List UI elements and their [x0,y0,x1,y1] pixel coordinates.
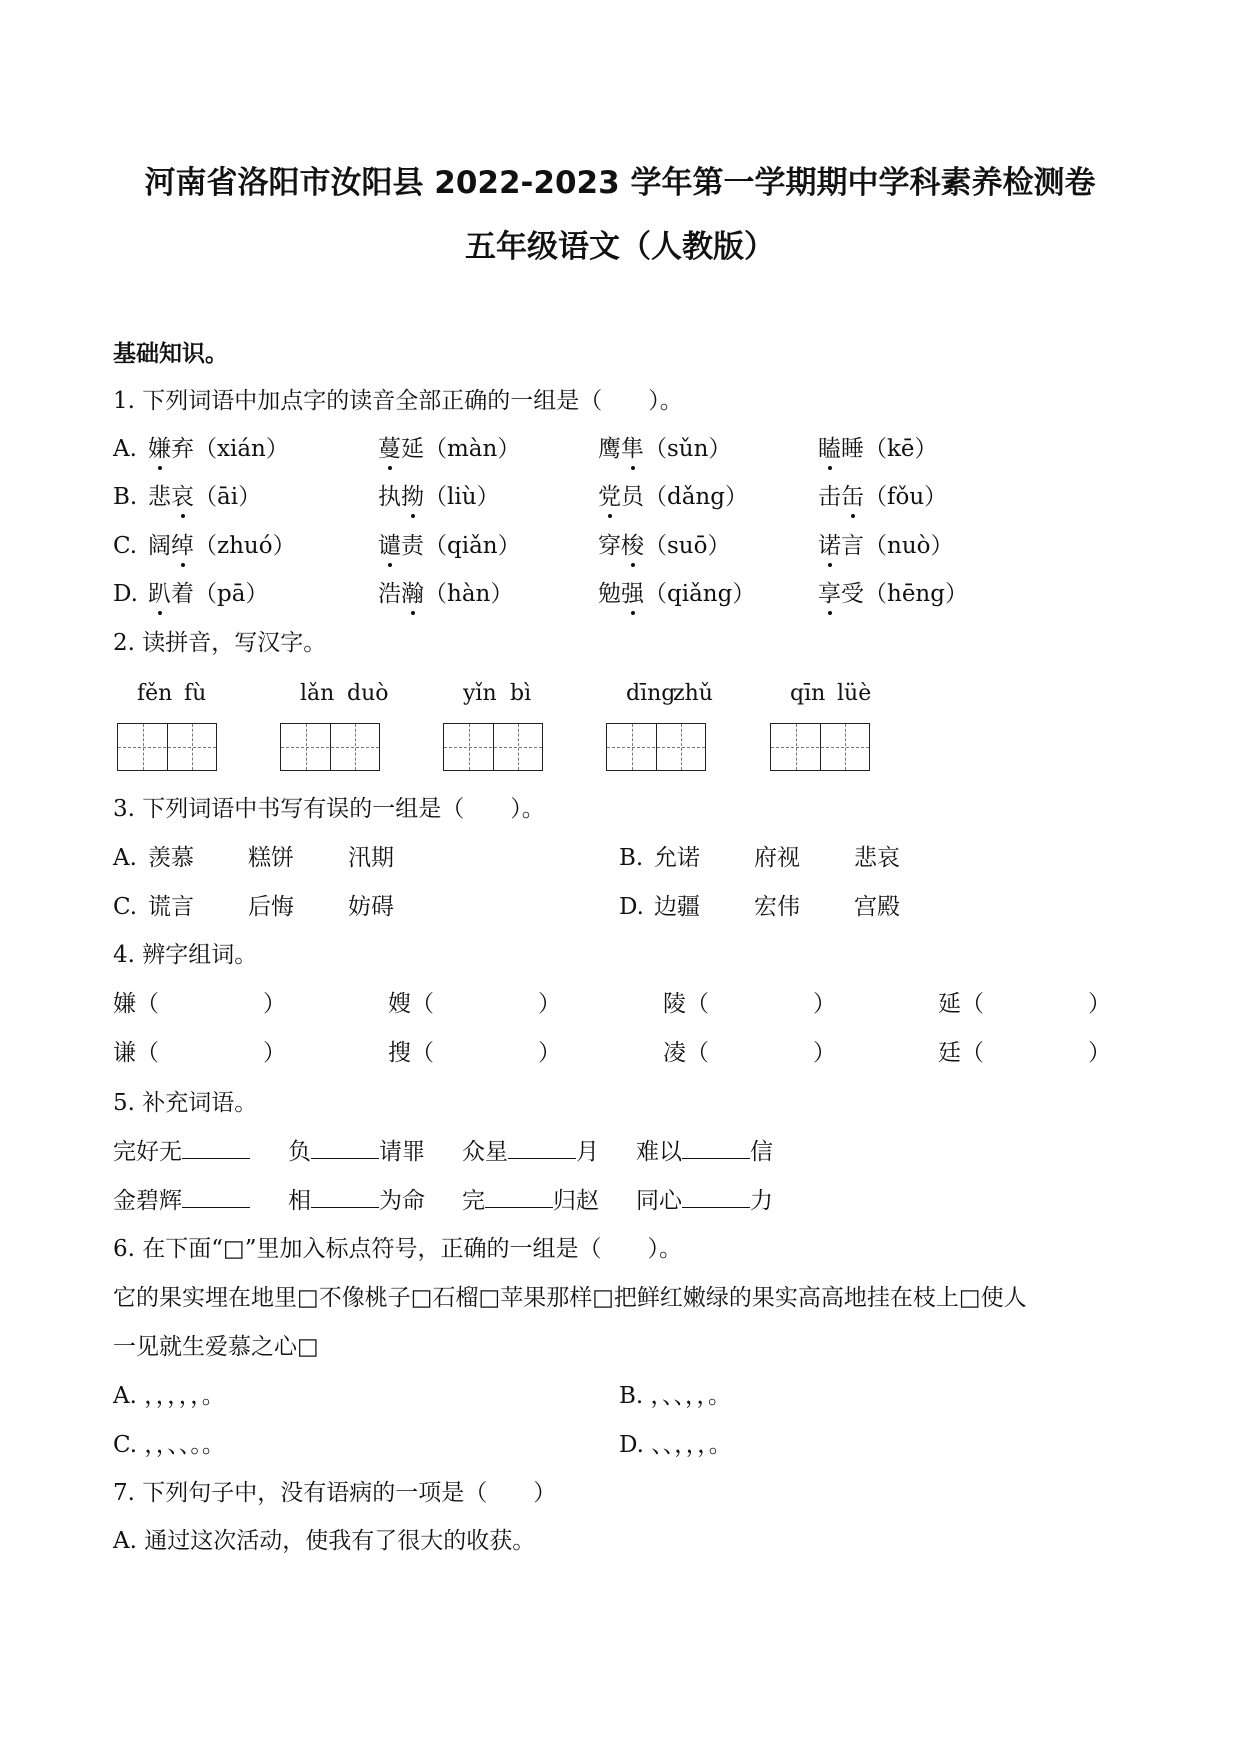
question-3-stem: 3. 下列词语中书写有误的一组是（ ）。 [113,796,545,822]
pinyin-syllable: lǎn [300,681,335,706]
option-label: C. [113,894,138,920]
option-word: 妨碍 [348,894,394,920]
blank-line [182,1140,250,1159]
question-6-passage-line1: 它的果实埋在地里□不像桃子□石榴□苹果那样□把鲜红嫩绿的果实高高地挂在枝上□使人 [113,1285,1027,1311]
idiom-part: 为命 [379,1188,425,1214]
word-group-prompt: 凌（ [663,1040,709,1066]
idiom-blank [113,1140,250,1164]
option-word [148,438,289,461]
grid-line [656,724,657,770]
idiom-blank [113,1189,250,1213]
document-title: 河南省洛阳市汝阳县 2022-2023 学年第一学期期中学科素养检测卷 [144,165,1096,201]
writing-box [443,723,543,771]
option-word [148,535,296,558]
question-2-stem: 2. 读拼音，写汉字。 [113,630,327,656]
option-word: 糕饼 [248,845,294,871]
word-char: 悲 [148,484,171,510]
word-char: 浩 [378,581,401,607]
option-word [598,535,730,558]
word-char: 穿 [598,533,621,559]
idiom-part: 力 [750,1188,773,1214]
idiom-part: 完 [462,1188,485,1214]
idiom-part: 归赵 [553,1188,599,1214]
word-pinyin: 责（qiǎn） [401,533,521,559]
word-group-prompt: 陵（ [663,991,709,1017]
writing-box [280,723,380,771]
blank-line [182,1189,250,1208]
dotted-char: 党 [598,484,621,510]
option-label: C. [113,533,138,559]
word-pinyin: 受（hēng） [841,581,968,607]
idiom-part: 请罪 [379,1139,425,1165]
word-group-prompt: 嫌（ [113,991,159,1017]
pinyin-syllable: duò [347,681,389,706]
grid-line [167,724,168,770]
dotted-char: 绰 [171,533,194,559]
dotted-char: 瞌 [818,436,841,462]
pinyin-syllable: zhǔ [673,681,713,706]
option-label: B. [113,484,138,510]
blank-line [682,1189,750,1208]
option-label: D. [113,581,138,607]
word-group-close: ） [538,991,561,1017]
option-word: 宏伟 [754,894,800,920]
word-pinyin: （zhuó） [194,533,296,559]
option-word [598,583,755,606]
word-pinyin: 弃（xián） [171,436,289,462]
option-label: B. [619,845,644,871]
dotted-char: 诺 [818,533,841,559]
blank-line [485,1189,553,1208]
dotted-char: 哀 [171,484,194,510]
word-group-prompt: 谦（ [113,1040,159,1066]
option-word [598,486,748,509]
word-char: 鹰 [598,436,621,462]
dotted-char: 趴 [148,581,171,607]
dotted-char: 拗 [401,484,424,510]
pinyin-syllable: yǐn [463,681,497,706]
option-word: 悲哀 [854,845,900,871]
word-group-close: ） [813,1040,836,1066]
option-word: 羡慕 [148,845,194,871]
word-pinyin: （suō） [644,533,731,559]
word-pinyin: 睡（kē） [841,436,938,462]
dotted-char: 瀚 [401,581,424,607]
option-word [378,486,500,509]
dotted-char: 梭 [621,533,644,559]
blank-line [682,1140,750,1159]
blank-line [311,1189,379,1208]
idiom-blank [288,1189,425,1213]
word-group-close: ） [263,1040,286,1066]
question-4-stem: 4. 辨字组词。 [113,942,258,968]
question-7-option-a: A. 通过这次活动，使我有了很大的收获。 [113,1528,536,1554]
section-heading: 基础知识。 [113,341,228,367]
question-6-option-c: C. ，，、、。。 [113,1432,225,1458]
pinyin-syllable: lüè [837,681,872,706]
blank-line [508,1140,576,1159]
question-5-stem: 5. 补充词语。 [113,1090,258,1116]
question-6-passage-line2: 一见就生爱慕之心□ [113,1334,319,1360]
idiom-blank [462,1189,599,1213]
word-group-close: ） [1088,991,1111,1017]
option-word [818,438,938,461]
dotted-char: 蔓 [378,436,401,462]
idiom-part: 相 [288,1188,311,1214]
document-subtitle: 五年级语文（人教版） [465,229,775,265]
grid-line [330,724,331,770]
word-group-prompt: 延（ [938,991,984,1017]
pinyin-syllable: fù [184,681,207,706]
word-group-close: ） [1088,1040,1111,1066]
word-pinyin: 着（pā） [171,581,269,607]
option-word [818,583,968,606]
question-6-option-a: A. ，，，，，。 [113,1383,225,1409]
option-word: 府视 [754,845,800,871]
option-label: D. [619,894,644,920]
dotted-char: 隼 [621,436,644,462]
word-group-prompt: 搜（ [388,1040,434,1066]
option-word: 谎言 [148,894,194,920]
word-pinyin: （āi） [194,484,262,510]
dotted-char: 缶 [841,484,864,510]
word-pinyin: （fǒu） [864,484,948,510]
idiom-blank [288,1140,425,1164]
option-word: 后悔 [248,894,294,920]
idiom-blank [462,1140,599,1164]
word-pinyin: （sǔn） [644,436,732,462]
word-group-prompt: 廷（ [938,1040,984,1066]
question-7-stem: 7. 下列句子中，没有语病的一项是（ ） [113,1480,557,1506]
word-char: 执 [378,484,401,510]
grid-line [820,724,821,770]
option-word [148,583,268,606]
word-pinyin: （hàn） [424,581,514,607]
dotted-char: 强 [621,581,644,607]
option-word: 宫殿 [854,894,900,920]
option-label: A. [113,845,137,871]
word-pinyin: （qiǎng） [644,581,756,607]
pinyin-syllable: fěn [137,681,173,706]
word-group-close: ） [813,991,836,1017]
pinyin-syllable: qīn [790,681,826,706]
question-6-option-d: D. 、、，，，。 [619,1432,732,1458]
option-word [378,438,520,461]
idiom-part: 众星 [462,1139,508,1165]
word-group-close: ） [263,991,286,1017]
option-word [378,583,513,606]
writing-box [117,723,217,771]
word-char: 阔 [148,533,171,559]
word-group-close: ） [538,1040,561,1066]
dotted-char: 嫌 [148,436,171,462]
word-char: 击 [818,484,841,510]
idiom-part: 负 [288,1139,311,1165]
idiom-part: 难以 [636,1139,682,1165]
writing-box [606,723,706,771]
pinyin-syllable: dīng [626,681,676,706]
pinyin-syllable: bì [510,681,532,706]
option-word [818,486,947,509]
question-6-stem: 6. 在下面“□”里加入标点符号，正确的一组是（ ）。 [113,1236,683,1262]
option-word [598,438,731,461]
idiom-part: 完好无 [113,1139,182,1165]
option-word [378,535,521,558]
word-pinyin: （liù） [424,484,500,510]
question-6-option-b: B. ，、、，，。 [619,1383,732,1409]
word-pinyin: 言（nuò） [841,533,954,559]
word-pinyin: 延（màn） [401,436,521,462]
question-1-stem: 1. 下列词语中加点字的读音全部正确的一组是（ ）。 [113,388,683,414]
blank-line [311,1140,379,1159]
idiom-part: 金碧辉 [113,1188,182,1214]
idiom-part: 信 [750,1139,773,1165]
option-label: A. [113,436,137,462]
idiom-blank [636,1140,773,1164]
idiom-blank [636,1189,773,1213]
word-char: 勉 [598,581,621,607]
option-word [818,535,953,558]
grid-line [493,724,494,770]
writing-box [770,723,870,771]
idiom-part: 月 [576,1139,599,1165]
option-word [148,486,261,509]
word-group-prompt: 嫂（ [388,991,434,1017]
dotted-char: 享 [818,581,841,607]
dotted-char: 谴 [378,533,401,559]
option-word: 允诺 [654,845,700,871]
option-word: 边疆 [654,894,700,920]
word-pinyin: 员（dǎng） [621,484,748,510]
option-word: 汛期 [348,845,394,871]
idiom-part: 同心 [636,1188,682,1214]
